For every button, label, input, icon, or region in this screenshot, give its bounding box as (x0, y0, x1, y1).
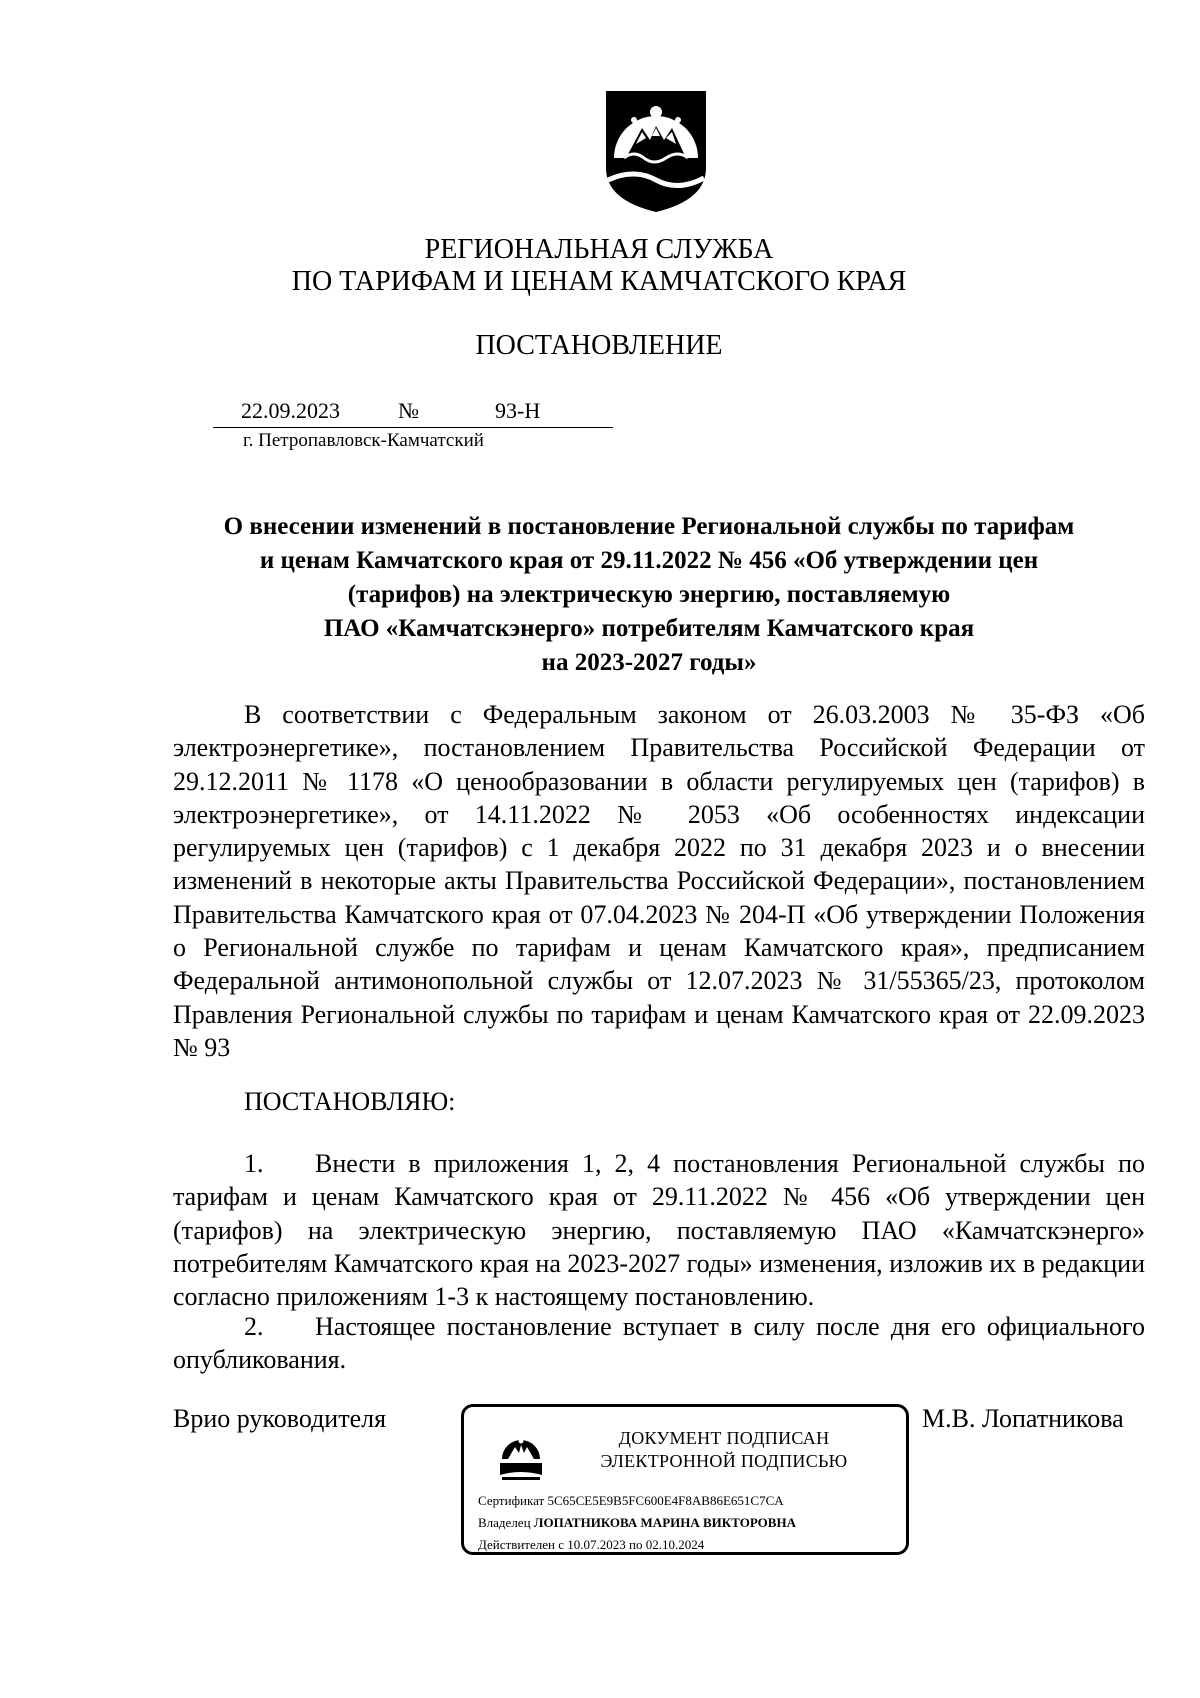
date-number-line (213, 397, 613, 428)
title-line: и ценам Камчатского края от 29.11.2022 № 456 «Об утверждении цен (259, 547, 1039, 574)
org-name-line-1: РЕГИОНАЛЬНАЯ СЛУЖБА (424, 234, 774, 265)
stamp-validity (478, 1536, 704, 1554)
document-title (160, 510, 1138, 680)
resolution-item (173, 1310, 1145, 1377)
owner-value: ЛОПАТНИКОВА МАРИНА ВИКТОРОВНА (533, 1515, 796, 1530)
signer-name: М.В. Лопатникова (922, 1404, 1124, 1433)
title-line: на 2023-2027 годы» (541, 649, 757, 676)
stamp-heading-line-2: ЭЛЕКТРОННОЙ ПОДПИСЬЮ (600, 1451, 848, 1471)
certificate-label: Сертификат (478, 1493, 545, 1508)
document-date: 22.09.2023 (241, 398, 340, 423)
item-text: Настоящее постановление вступает в силу после дня его официального опубликования. (173, 1312, 1145, 1375)
electronic-signature-stamp (461, 1404, 909, 1555)
resolve-heading: ПОСТАНОВЛЯЮ: (244, 1087, 456, 1116)
document-number: 93-Н (495, 398, 541, 423)
valid-to-date: 02.10.2024 (645, 1537, 705, 1552)
signer-position: Врио руководителя (173, 1404, 387, 1433)
certificate-value: 5C65CE5E9B5FC600E4F8AB86E651C7CA (547, 1493, 784, 1508)
item-text: Внести в приложения 1, 2, 4 постановления Региональной службы по тарифам и ценам Камчатского края от 29.11.2022 № 456 «Об утверждении цен (тарифов) на электрическую энергию, поставляемую ПАО «Камчатскэнерго» потребителям Камчатского края на 2023-2027 годы» изменения, изложив их в редакции согласно приложениям 1-3 к настоящему постановлению. (173, 1149, 1145, 1312)
title-line: ПАО «Камчатскэнерго» потребителям Камчатского края (323, 615, 975, 642)
valid-from-label: с (558, 1537, 564, 1552)
title-line: О внесении изменений в постановление Региональной службы по тарифам (223, 513, 1075, 540)
preamble-paragraph: В соответствии с Федеральным законом от 26.03.2003 № 35-ФЗ «Об электроэнергетике», постановлением Правительства Российской Федерации от 29.12.2011 № 1178 «О ценообразовании в области регулируемых цен (тарифов) в электроэнергетике», от 14.11.2022 № 2053 «Об особенностях индексации регулируемых цен (тарифов) с 1 декабря 2022 по 31 декабря 2023 и о внесении изменений в некоторые акты Правительства Российской Федерации», постановлением Правительства Камчатского края от 07.04.2023 № 204-П «Об утверждении Положения о Региональной службе по тарифам и ценам Камчатского края», предписанием Федеральной антимонопольной службы от 12.07.2023 № 31/55365/23, протоколом Правления Региональной службы по тарифам и ценам Камчатского края от 22.09.2023 № 93 (173, 700, 1145, 1062)
resolution-item (173, 1147, 1145, 1313)
valid-from-date: 10.07.2023 (567, 1537, 626, 1552)
title-line: (тарифов) на электрическую энергию, поставляемую (347, 581, 951, 608)
valid-label: Действителен (478, 1537, 555, 1552)
coat-of-arms-icon (498, 1431, 544, 1481)
org-name-line-2: ПО ТАРИФАМ И ЦЕНАМ КАМЧАТСКОГО КРАЯ (291, 266, 907, 297)
coat-of-arms-icon (604, 88, 708, 214)
stamp-heading-line-1: ДОКУМЕНТ ПОДПИСАН (618, 1428, 830, 1448)
stamp-certificate (478, 1492, 784, 1510)
item-number: 1. (244, 1149, 264, 1178)
item-number: 2. (244, 1312, 264, 1341)
document-city: г. Петропавловск-Камчатский (243, 430, 484, 451)
document-type: ПОСТАНОВЛЕНИЕ (475, 330, 723, 361)
valid-to-label: по (629, 1537, 643, 1552)
stamp-owner (478, 1514, 796, 1532)
owner-label: Владелец (478, 1515, 531, 1530)
number-sign: № (398, 398, 419, 423)
